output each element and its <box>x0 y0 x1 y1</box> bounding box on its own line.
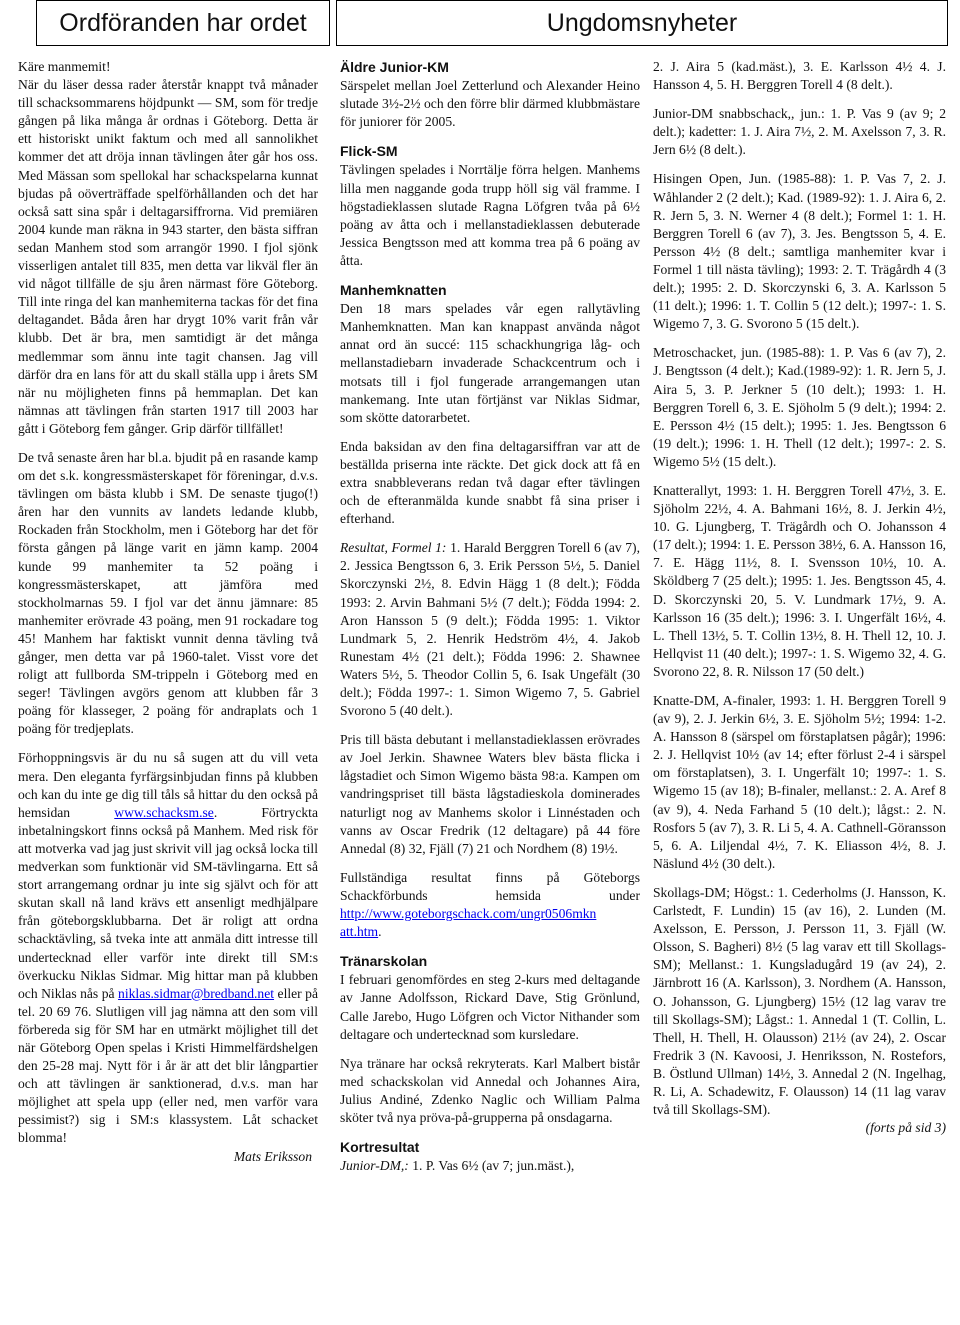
chairman-column <box>18 58 318 1166</box>
junior-km-text: Särspelet mellan Joel Zetterlund och Alexander Heino slutade 3½-2½ och den förre blir därmed klubbmästare för juniorer för 2005. <box>340 78 640 130</box>
kortresultat-value: 1. P. Vas 6½ (av 7; jun.mäst.), <box>412 1158 575 1174</box>
full-results-text: Fullständiga resultat finns på Göteborgs Schackförbunds hemsida under <box>340 869 640 903</box>
chairman-paragraph-1: När du läser dessa rader återstår knappt två månader till schacksommarens höjdpunkt — SM, som för tredje gången på lika många år ordnas i Göteborg. Detta är ett historiskt unikt faktum och med all sannolikhet kommer det att dröja innan tävlingen åter går hos oss. Med Mässan som spellokal har schackspelarna kunnat bjudas på oöverträffade spelförhållanden och det har också satt sina spår i deltagarsiffrorna. Vid premiären 2004 kunde man räkna in 943 starter, den bästa siffran sedan Manhem stod som arrangör 1990. I fjol sjönk visserligen antalet till 835, men detta var likväl fler än vid något tillfälle de sju åren närmast före Göteborg. Till inte ringa del kan manhemiterna tackas för det fina deltagandet. Båda åren har drygt 10% varit från vår klubb. Det är bra, men samtidigt är det många medlemmar som ännu inte tagit chansen. Jag vill därför dra en lans för att du skall ställa upp i årets SM när nu möjligheten finns på hemmaplan. Det kan nämnas att tävlingen från starten 1917 till 2003 har gått i Göteborg fem gånger. Grip därför tillfället! <box>18 77 318 436</box>
kortresultat-text <box>340 1157 640 1175</box>
left-header-title: Ordföranden har ordet <box>59 8 307 37</box>
results-label: Resultat, Formel 1: <box>340 540 447 556</box>
kortresultat-label: Junior-DM,: <box>340 1158 409 1174</box>
paragraph-3-text-c: eller på tel. 20 69 76. Slutligen vill jag nämna att den som vill förbereda sig för SM har en utmärkt möjlighet till det när Göteborg Open spelas i Kristi Himmelfärdshelgen den 25-28 maj. Nytt för i år är att det blir långpartier och att tävlingen är sanktionerad, d.v.s. man har möjlighet att spela upp (eller ned, men varför vara pessimist?) sig i SM:s klassystem. Låt schacket blomma! <box>18 985 318 1146</box>
greeting: Käre manmemit! <box>18 59 111 74</box>
section-title-manhemknatten: Manhemknatten <box>340 282 447 299</box>
results-paragraph-5: Knatterallyt, 1993: 1. H. Berggren Torell 47½, 3. E. Sjöholm 22½, 4. A. Bahmani 16½, 8. J. Jerkin 4½, 10. G. Ljungberg, T. Trägårdh och O. Johansson 4 (17 delt.); 1994: 1. E. Persson 38½, 6. A. Hansson 16, 7. E. Hägg 11½, 8. I. Svensson 10½, 10. A. Sköldberg 7 (25 delt.); 1995: 1. Jes. Bengtsson 45, 4. D. Skorczynski 20, 5. V. Lundmark 17½, 9. A. Karlsson 16 (35 delt.); 1996: 3. I. Ungerfält 16½, 4. L. Thell 13½, 5. T. Collin 13½, 8. H. Thell 12, 10. J. Hellqvist 11 (40 delt.); 1997-: 1. S. Wigemo 32, 4. G. Svorono 22, 8. R. Nilsson 17 (50 delt.) <box>653 482 947 679</box>
youth-news-column-2 <box>653 58 946 1137</box>
right-header-title: Ungdomsnyheter <box>546 8 738 37</box>
signature: Mats Eriksson <box>233 1148 312 1164</box>
results-paragraph-1: 2. J. Aira 5 (kad.mäst.), 3. E. Karlsson 4½ 4. J. Hansson 4, 5. H. Berggren Torell 4 (8 delt.). <box>653 59 946 93</box>
manhemknatten-paragraph-4: Pris till bästa debutant i mellanstadieklassen erövrades av Joel Jerkin. Shawnee Waters blev bästa flicka i lågstadiet och Simon Wigemo bästa 98:a. Kampen om vandringspriset till bästa lågstadieskola dominerades naturligt nog av Manhems skolor i Linnéstaden och vanns av Oscar Fredrik (12 deltagare) på 44 före Annedal (8) 32, Fjäll (7) 21 och Nordhem (8) 19½. <box>340 732 640 856</box>
manhemknatten-paragraph-1: Den 18 mars spelades vår egen rallytävling Manhemknatten. Man kan knappast använda något annat ord än succé: 115 schackhungriga låg- och mellanstadiebarn invaderade Schackcentrum och i motsats till i fjol fungerade arrangemangen utan mankemang. Inte utan förtjänst var Niklas Sidmar, som skötte datorarbetet. <box>340 301 640 425</box>
youth-news-column-1 <box>340 58 640 1175</box>
tranarskolan-paragraph-1: I februari genomfördes en steg 2-kurs med deltagande av Janne Adolfsson, Rickard Dave, Stig Grönlund, Calle Jarebo, Hugo Löfgren och Victor Nithander som deltagare och undertecknad som kursledare. <box>340 972 640 1042</box>
section-title-kortresultat: Kortresultat <box>340 1139 420 1156</box>
continued-note: (forts på sid 3) <box>865 1120 946 1136</box>
chairman-paragraph-3 <box>18 749 318 1147</box>
schacksm-link[interactable]: www.schacksm.se <box>114 804 214 820</box>
results-paragraph-6: Knatte-DM, A-finaler, 1993: 1. H. Berggren Torell 9 (av 9), 2. J. Jerkin 6½, 3. E. Sjöholm 5½; 1994: 1-2. A. Hansson 8 (särspel om förstaplatsen pågår); 1996: 2. J. Hellqvist 10½ (av 14; efter förlust 2-4 i särspel om förstaplatsen), 3. I. Ungerfält 10; 1997-: 1. S. Wigemo 15 (av 18); B-finaler, mellanst.: 2. A. Aref 8 (av 9), 4. Neda Farhand 5 (10 delt.); lågst.: 2. N. Rosfors 5 (av 7), 3. R. Li 5, 4. A. Cathnell-Göransson 5, 6. A. Liljendal 4½, 7. K. Eliasson 4½, 8. J. Näslund 4½ (30 delt.). <box>653 693 946 871</box>
results-text: 1. Harald Berggren Torell 6 (av 7), 2. Jessica Bengtsson 6, 3. Erik Persson 5½, 5. Daniel Skorczynski 2½, 8. Edvin Hägg 1 (8 delt.); Födda 1993: 2. Arvin Bahmani 5½ (7 delt.); Födda 1994: 2. Aron Hansson 5 (9 delt.); Födda 1995: 1. Viktor Lundmark 5, 2. Henrik Hedström 4½, 4. Jakob Runestam 4½ (21 delt.); Födda 1996: 2. Shawnee Waters 5½, 5. Theodor Collin 5, 6. Isak Ungefält (30 delt.); Födda 1997-: 1. Simon Wigemo 7, 5. Gabriel Svorono 5 (40 delt.). <box>340 540 640 719</box>
section-title-junior-km: Äldre Junior-KM <box>340 59 449 75</box>
results-paragraph-3: Hisingen Open, Jun. (1985-88): 1. P. Vas 7, 2. J. Wåhlander 2 (2 delt.); Kad. (1989-92): 1. J. Aira 6, 2. R. Jern 5, 3. N. Werner 4 (8 delt.); Formel 1: 1. H. Berggren Torell 6 (av 7), 3. Jes. Bengtsson 5, 4. E. Persson 4½ (8 delt.; samtliga manhemiter kvar i Formel 1 till nästa tävling); 1993: 2. T. Trägårdh 4 (3 delt.); 1995: 2. D. Skorczynski 6, 3. A. Karlsson 5 (11 delt.); 1996: 1. T. Collin 5 (12 delt.); 1997-: 1. S. Wigemo 7, 3. G. Svorono 5 (15 delt.). <box>653 171 946 332</box>
section-title-flick-sm: Flick-SM <box>340 143 398 160</box>
manhemknatten-paragraph-5 <box>340 869 640 941</box>
paragraph-3-text-b: . Förtryckta inbetalningskort finns också på Manhem. Med risk för att motverka vad jag just skrivit vill jag också locka till medverkan som funktionär vid SM-tävlingarna. Ett så stort arrangemang ordnar ju inte sig självt och för att skutan skall nå land krävs ett ansenligt medhjälpare från göteborgsklubbarna. Det är roligt att ordna schacktävling, så tveka inte att anmäla ditt intresse till undertecknad eller varför inte direkt till SM:s överkucku Niklas Sidmar. Mig hittar man på klubben och Niklas nås på <box>18 804 318 1001</box>
goteborgschack-link[interactable]: http://www.goteborgschack.com/ungr0506mkn att.htm <box>340 906 597 940</box>
paragraph-3-text-a: Förhoppningsvis är du nu så sugen att du vill veta mera. Den eleganta fyrfärgsinbjudan finns på klubben och kan du inte ge dig till tåls så hittar du den också på hemsidan <box>18 750 318 820</box>
link-period: . <box>378 924 382 940</box>
section-title-tranarskolan: Tränarskolan <box>340 953 428 970</box>
right-header <box>336 0 948 46</box>
flick-sm-text: Tävlingen spelades i Norrtälje förra helgen. Manhems lilla men naggande goda trupp höll sig väl framme. I högstadieklassen slutade Ragna Löfgren tvåa på 6½ poäng av åtta och i mellanstadieklassen debuterade Jessica Bengtsson med att komma trea på 6 poäng av åtta. <box>340 162 640 268</box>
manhemknatten-results <box>340 539 640 720</box>
chairman-paragraph-2: De två senaste åren har bl.a. bjudit på en rasande kamp om det s.k. kongressmästerskapet för föreningar, d.v.s. tävlingen om bästa klubb i SM. De senaste tjugo(!) åren har den vunnits av landets ledande klubb, Rockaden från Stockholm, men i Göteborg har det för första gången på länge varit en jämn kamp. 2004 kunde 99 manhemiter ta 52 poäng i kongressmästerskapet, att jämföra med stockholmarnas 59. I fjol var det ännu jämnare: 85 manhemiter erövrade 43 poäng, men 91 rockadare tog 45! Manhem har faktiskt vunnit denna tävling två gånger, men detta var på 1960-talet. Visst vore det roligt att fullborda SM-trippeln i Göteborg med en seger! Tävlingen avgörs genom att klubben får 3 poäng för klasseger, 2 poäng för andraplats och 1 poäng för tredjeplats. <box>18 449 318 737</box>
email-link[interactable]: niklas.sidmar@bredband.net <box>118 985 275 1001</box>
manhemknatten-paragraph-2: Enda baksidan av den fina deltagarsiffran var att de beställda priserna inte räckte. Det gick dock att få en extra snabbleverans redan två dagar efter tävlingen och de efteranmälda kunde snabbt få sina priser i efterhand. <box>340 438 640 527</box>
left-header <box>36 0 330 46</box>
results-paragraph-2: Junior-DM snabbschack,, jun.: 1. P. Vas 9 (av 9; 2 delt.); kadetter: 1. J. Aira 7½, 2. M. Axelsson 7, 3. R. Jern 6½ (8 delt.). <box>653 106 946 158</box>
results-paragraph-4: Metroschacket, jun. (1985-88): 1. P. Vas 6 (av 7), 2. J. Bengtsson (4 delt.); Kad.(1989-92): 1. R. Jern 5, J. Aira 5, 3. P. Jerkner 5 (10 delt.); 1993: 1. H. Berggren Torell 6, 3. E. Sjöholm 5 (9 delt.); 1994: 2. E. Persson 4½ (15 delt.); 1995: 1. Jes. Bengtsson 6 (19 delt.); 1996: 1. H. Thell (12 delt.); 1997-: 2. S. Wigemo 5½ (15 delt.). <box>653 345 946 469</box>
results-paragraph-7: Skollags-DM; Högst.: 1. Cederholms (J. Hansson, K. Carlstedt, F. Lundin) 15 (av 16), 2. Lunden (M. Axelsson, E. Persson, J. Persson 11, 3. Fjäll (W. Olsson, S. Bagheri) 8½ (5 lag varav ett till Skollags-SM); Mellanst.: 1. Kungsladugård 19 (av 24), 2. Järnbrott 16 (A. Karlsson), 3. Nordhem (A. Hansson, O. Johansson, G. Ljungberg) 15½ (12 lag varav tre till Skollags-SM); Lågst.: 1. Annedal 1 (T. Collin, L. Thell, H. Thell, H. Olausson) 21½ (av 24), 2. Oscar Fredrik 3 (N. Kavoosi, J. Henriksson, N. Rostefors, B. Östlund Ullman) 14½, 3. Annedal 2 (N. Ingelhag, R. Li, A. Schadewitz, F. Olausson) 14 (11 lag varav två till Skollags-SM). <box>653 884 946 1118</box>
tranarskolan-paragraph-2: Nya tränare har också rekryterats. Karl Malbert bistår med schackskolan vid Annedal och Johannes Aira, Julius Andiné, Zdenko Naglic och William Palma sköter två nya pröva-på-grupperna på onsdagarna. <box>340 1055 640 1125</box>
